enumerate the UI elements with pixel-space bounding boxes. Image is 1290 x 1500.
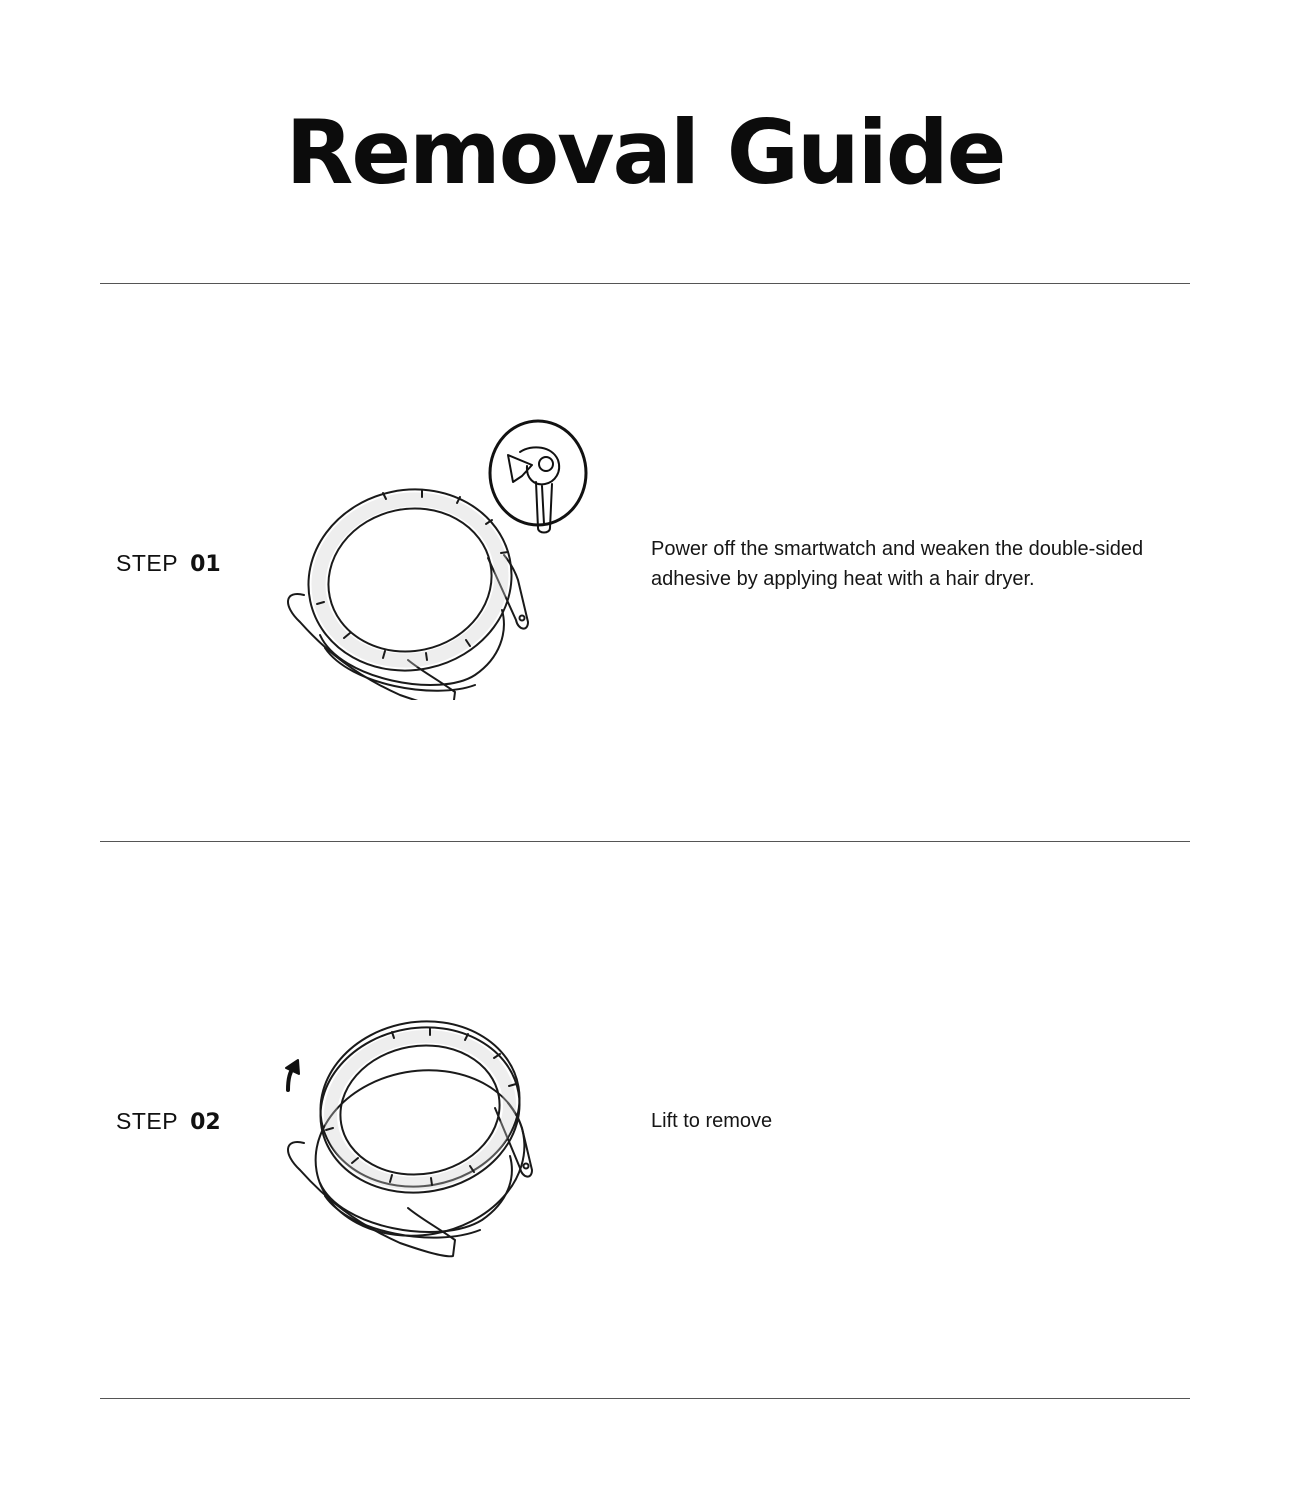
step-02 bbox=[0, 918, 1290, 1318]
hair-dryer-icon bbox=[490, 421, 586, 533]
divider-bottom bbox=[100, 1398, 1190, 1399]
divider-middle bbox=[100, 841, 1190, 842]
step-02-description bbox=[651, 1106, 1211, 1136]
step-01-label bbox=[116, 548, 221, 580]
description-line: Lift to remove bbox=[651, 1110, 773, 1132]
step-01 bbox=[0, 360, 1290, 760]
divider-top bbox=[100, 283, 1190, 284]
step-word: STEP bbox=[116, 1108, 179, 1134]
watch-lift-illustration bbox=[270, 958, 610, 1258]
description-line: Power off the smartwatch and weaken the double-sided bbox=[651, 538, 1144, 560]
step-02-label bbox=[116, 1106, 221, 1138]
page-title: Removal Guide bbox=[285, 101, 1005, 204]
lift-arrow-icon bbox=[286, 1060, 299, 1090]
description-line: adhesive by applying heat with a hair dryer. bbox=[651, 568, 1035, 590]
step-01-description bbox=[651, 534, 1211, 594]
watch-heating-illustration bbox=[270, 400, 610, 700]
step-number: 02 bbox=[190, 1110, 221, 1135]
step-word: STEP bbox=[116, 550, 179, 576]
step-number: 01 bbox=[190, 552, 221, 577]
